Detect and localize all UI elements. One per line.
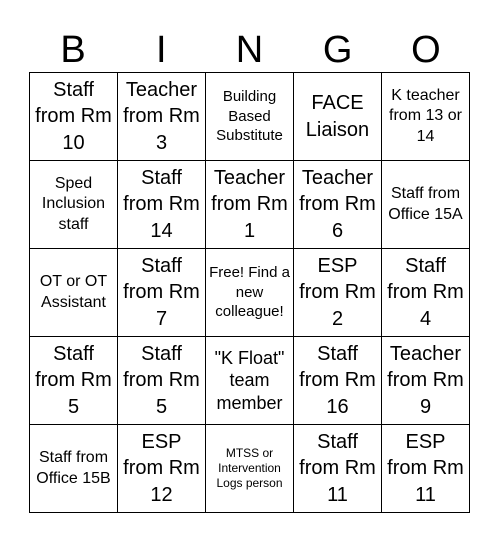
bingo-cell[interactable] xyxy=(30,249,118,337)
cell-label: Teacher from Rm 3 xyxy=(123,78,200,154)
cell-label: Staff from Rm 5 xyxy=(35,342,112,418)
cell-label: Staff from Office 15A xyxy=(388,185,463,223)
bingo-cell[interactable] xyxy=(30,73,118,161)
header-letter-n: N xyxy=(235,29,264,71)
bingo-cell[interactable] xyxy=(382,337,470,425)
cell-label: ESP from Rm 11 xyxy=(387,430,464,506)
cell-label: MTSS or Intervention Logs person xyxy=(216,446,283,490)
bingo-grid xyxy=(29,72,470,513)
bingo-cell[interactable] xyxy=(382,161,470,249)
cell-label: Staff from Rm 10 xyxy=(35,78,112,154)
free-space-cell[interactable] xyxy=(206,249,294,337)
bingo-cell[interactable] xyxy=(294,161,382,249)
cell-label: "K Float" team member xyxy=(214,347,285,413)
bingo-cell[interactable] xyxy=(206,73,294,161)
bingo-cell[interactable] xyxy=(382,249,470,337)
header-letter-g: G xyxy=(322,29,353,71)
cell-label: OT or OT Assistant xyxy=(39,273,108,311)
bingo-cell[interactable] xyxy=(30,337,118,425)
bingo-cell[interactable] xyxy=(118,337,206,425)
cell-label: ESP from Rm 2 xyxy=(299,254,376,330)
cell-label: FACE Liaison xyxy=(305,92,370,141)
bingo-cell[interactable] xyxy=(382,425,470,513)
bingo-cell[interactable] xyxy=(294,337,382,425)
bingo-cell[interactable] xyxy=(294,425,382,513)
header-letter-b: B xyxy=(60,29,86,71)
cell-label: Sped Inclusion staff xyxy=(41,174,106,233)
header-letter-o: O xyxy=(411,29,441,71)
cell-label: Staff from Rm 11 xyxy=(299,430,376,506)
bingo-cell[interactable] xyxy=(30,425,118,513)
free-space-label: Free! Find a new colleague! xyxy=(209,264,290,321)
cell-label: K teacher from 13 or 14 xyxy=(389,86,462,145)
cell-label: Teacher from Rm 9 xyxy=(387,342,464,418)
cell-label: Teacher from Rm 1 xyxy=(211,166,288,242)
bingo-cell[interactable] xyxy=(206,161,294,249)
bingo-cell[interactable] xyxy=(118,425,206,513)
bingo-cell[interactable] xyxy=(206,425,294,513)
cell-label: Staff from Office 15B xyxy=(36,449,111,487)
bingo-cell[interactable] xyxy=(206,337,294,425)
cell-label: Building Based Substitute xyxy=(216,88,283,145)
bingo-cell[interactable] xyxy=(294,249,382,337)
bingo-cell[interactable] xyxy=(118,161,206,249)
cell-label: ESP from Rm 12 xyxy=(123,430,200,506)
bingo-cell[interactable] xyxy=(294,73,382,161)
bingo-cell[interactable] xyxy=(30,161,118,249)
bingo-cell[interactable] xyxy=(118,73,206,161)
header-letter-i: I xyxy=(156,29,167,71)
bingo-cell[interactable] xyxy=(382,73,470,161)
cell-label: Teacher from Rm 6 xyxy=(299,166,376,242)
cell-label: Staff from Rm 7 xyxy=(123,254,200,330)
bingo-header xyxy=(29,28,470,72)
bingo-cell[interactable] xyxy=(118,249,206,337)
cell-label: Staff from Rm 16 xyxy=(299,342,376,418)
cell-label: Staff from Rm 4 xyxy=(387,254,464,330)
cell-label: Staff from Rm 5 xyxy=(123,342,200,418)
cell-label: Staff from Rm 14 xyxy=(123,166,200,242)
